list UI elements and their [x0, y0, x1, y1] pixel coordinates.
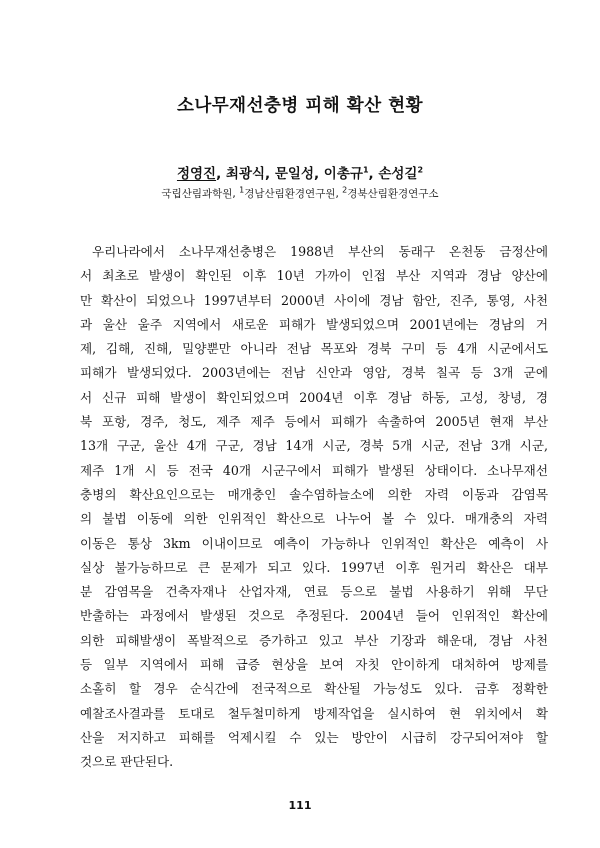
co-authors-1: , 최광식, 문일성, 이총규: [216, 166, 363, 182]
body-line: 제주 1개 시 등 전국 40개 시군구에서 피해가 발생된 상태이다. 소나무재선: [80, 462, 548, 478]
body-line: 실상 불가능하므로 큰 문제가 되고 있다. 1997년 이후 원거리 확산은 대부: [80, 559, 548, 575]
body-line: 서 최초로 발생이 확인된 이후 10년 가까이 인접 부산 지역과 경남 양산에: [80, 268, 548, 284]
affiliation-mark-2: 2: [342, 185, 348, 195]
body-line: 서 신규 피해 발생이 확인되었으며 2004년 이후 경남 하동, 고성, 창녕, 경: [80, 389, 548, 405]
body-line: 의 불법 이동에 의한 인위적인 확산으로 나누어 볼 수 있다. 매개충의 자력: [80, 511, 548, 527]
body-line: 분 감염목을 건축자재나 산업자재, 연료 등으로 불법 사용하기 위해 무단: [80, 584, 548, 600]
author-list: [0, 162, 600, 182]
abstract-body: [80, 240, 548, 775]
body-line: 제, 김해, 진해, 밀양뿐만 아니라 전남 목포와 경북 구미 등 4개 시군에서도: [80, 341, 548, 357]
body-line: 반출하는 과정에서 발생된 것으로 추정된다. 2004년 들어 인위적인 확산에: [80, 608, 548, 624]
body-line: 예찰조사결과를 토대로 철두철미하게 방제작업을 실시하여 현 위치에서 확: [80, 705, 548, 721]
body-line: 북 포항, 경주, 청도, 제주 제주 등에서 피해가 속출하여 2005년 현재 부산: [80, 414, 548, 430]
body-line: 산을 저지하고 피해를 억제시킬 수 있는 방안이 시급히 강구되어져야 할: [80, 729, 548, 745]
body-line: 과 울산 울주 지역에서 새로운 피해가 발생되었으며 2001년에는 경남의 거: [80, 316, 548, 332]
affiliation-1: 경남산림환경연구원,: [244, 188, 343, 200]
author-affiliation-mark-1: 1: [362, 165, 369, 175]
page-number: 111: [288, 799, 312, 812]
body-line: 의한 피해발생이 폭발적으로 증가하고 있고 부산 기장과 해운대, 경남 사천: [80, 632, 548, 648]
affiliation-0: 국립산림과학원,: [161, 188, 240, 200]
body-line: 것으로 판단된다.: [80, 754, 174, 770]
body-line: 만 확산이 되었으나 1997년부터 2000년 사이에 경남 함안, 진주, 통영, 사천: [80, 292, 548, 308]
document-title: 소나무재선충병 피해 확산 현황: [176, 96, 424, 116]
body-line: 충병의 확산요인으로는 매개충인 솔수염하늘소에 의한 자력 이동과 감염목: [80, 486, 548, 502]
co-authors-2: , 손성길: [368, 166, 418, 182]
body-line: 우리나라에서 소나무재선충병은 1988년 부산의 동래구 온천동 금정산에: [92, 244, 548, 259]
body-line: 피해가 발생되었다. 2003년에는 전남 신안과 영암, 경북 칠곡 등 3개 군에: [80, 365, 548, 381]
body-line: 소홀히 할 경우 순식간에 전국적으로 확산될 가능성도 있다. 금후 정확한: [80, 681, 548, 697]
affiliation-2: 경북산림환경연구소: [347, 188, 439, 200]
author-affiliation-mark-2: 2: [417, 165, 424, 175]
first-author: 정영진: [176, 166, 217, 182]
affiliation-mark-1: 1: [239, 185, 245, 195]
body-line: 13개 구군, 울산 4개 구군, 경남 14개 시군, 경북 5개 시군, 전남 3개 시군,: [80, 438, 548, 454]
body-line: 이동은 통상 3km 이내이므로 예측이 가능하나 인위적인 확산은 예측이 사: [80, 535, 548, 551]
affiliations: [0, 186, 600, 201]
body-line: 등 일부 지역에서 피해 급증 현상을 보여 자칫 안이하게 대처하여 방제를: [80, 657, 548, 673]
